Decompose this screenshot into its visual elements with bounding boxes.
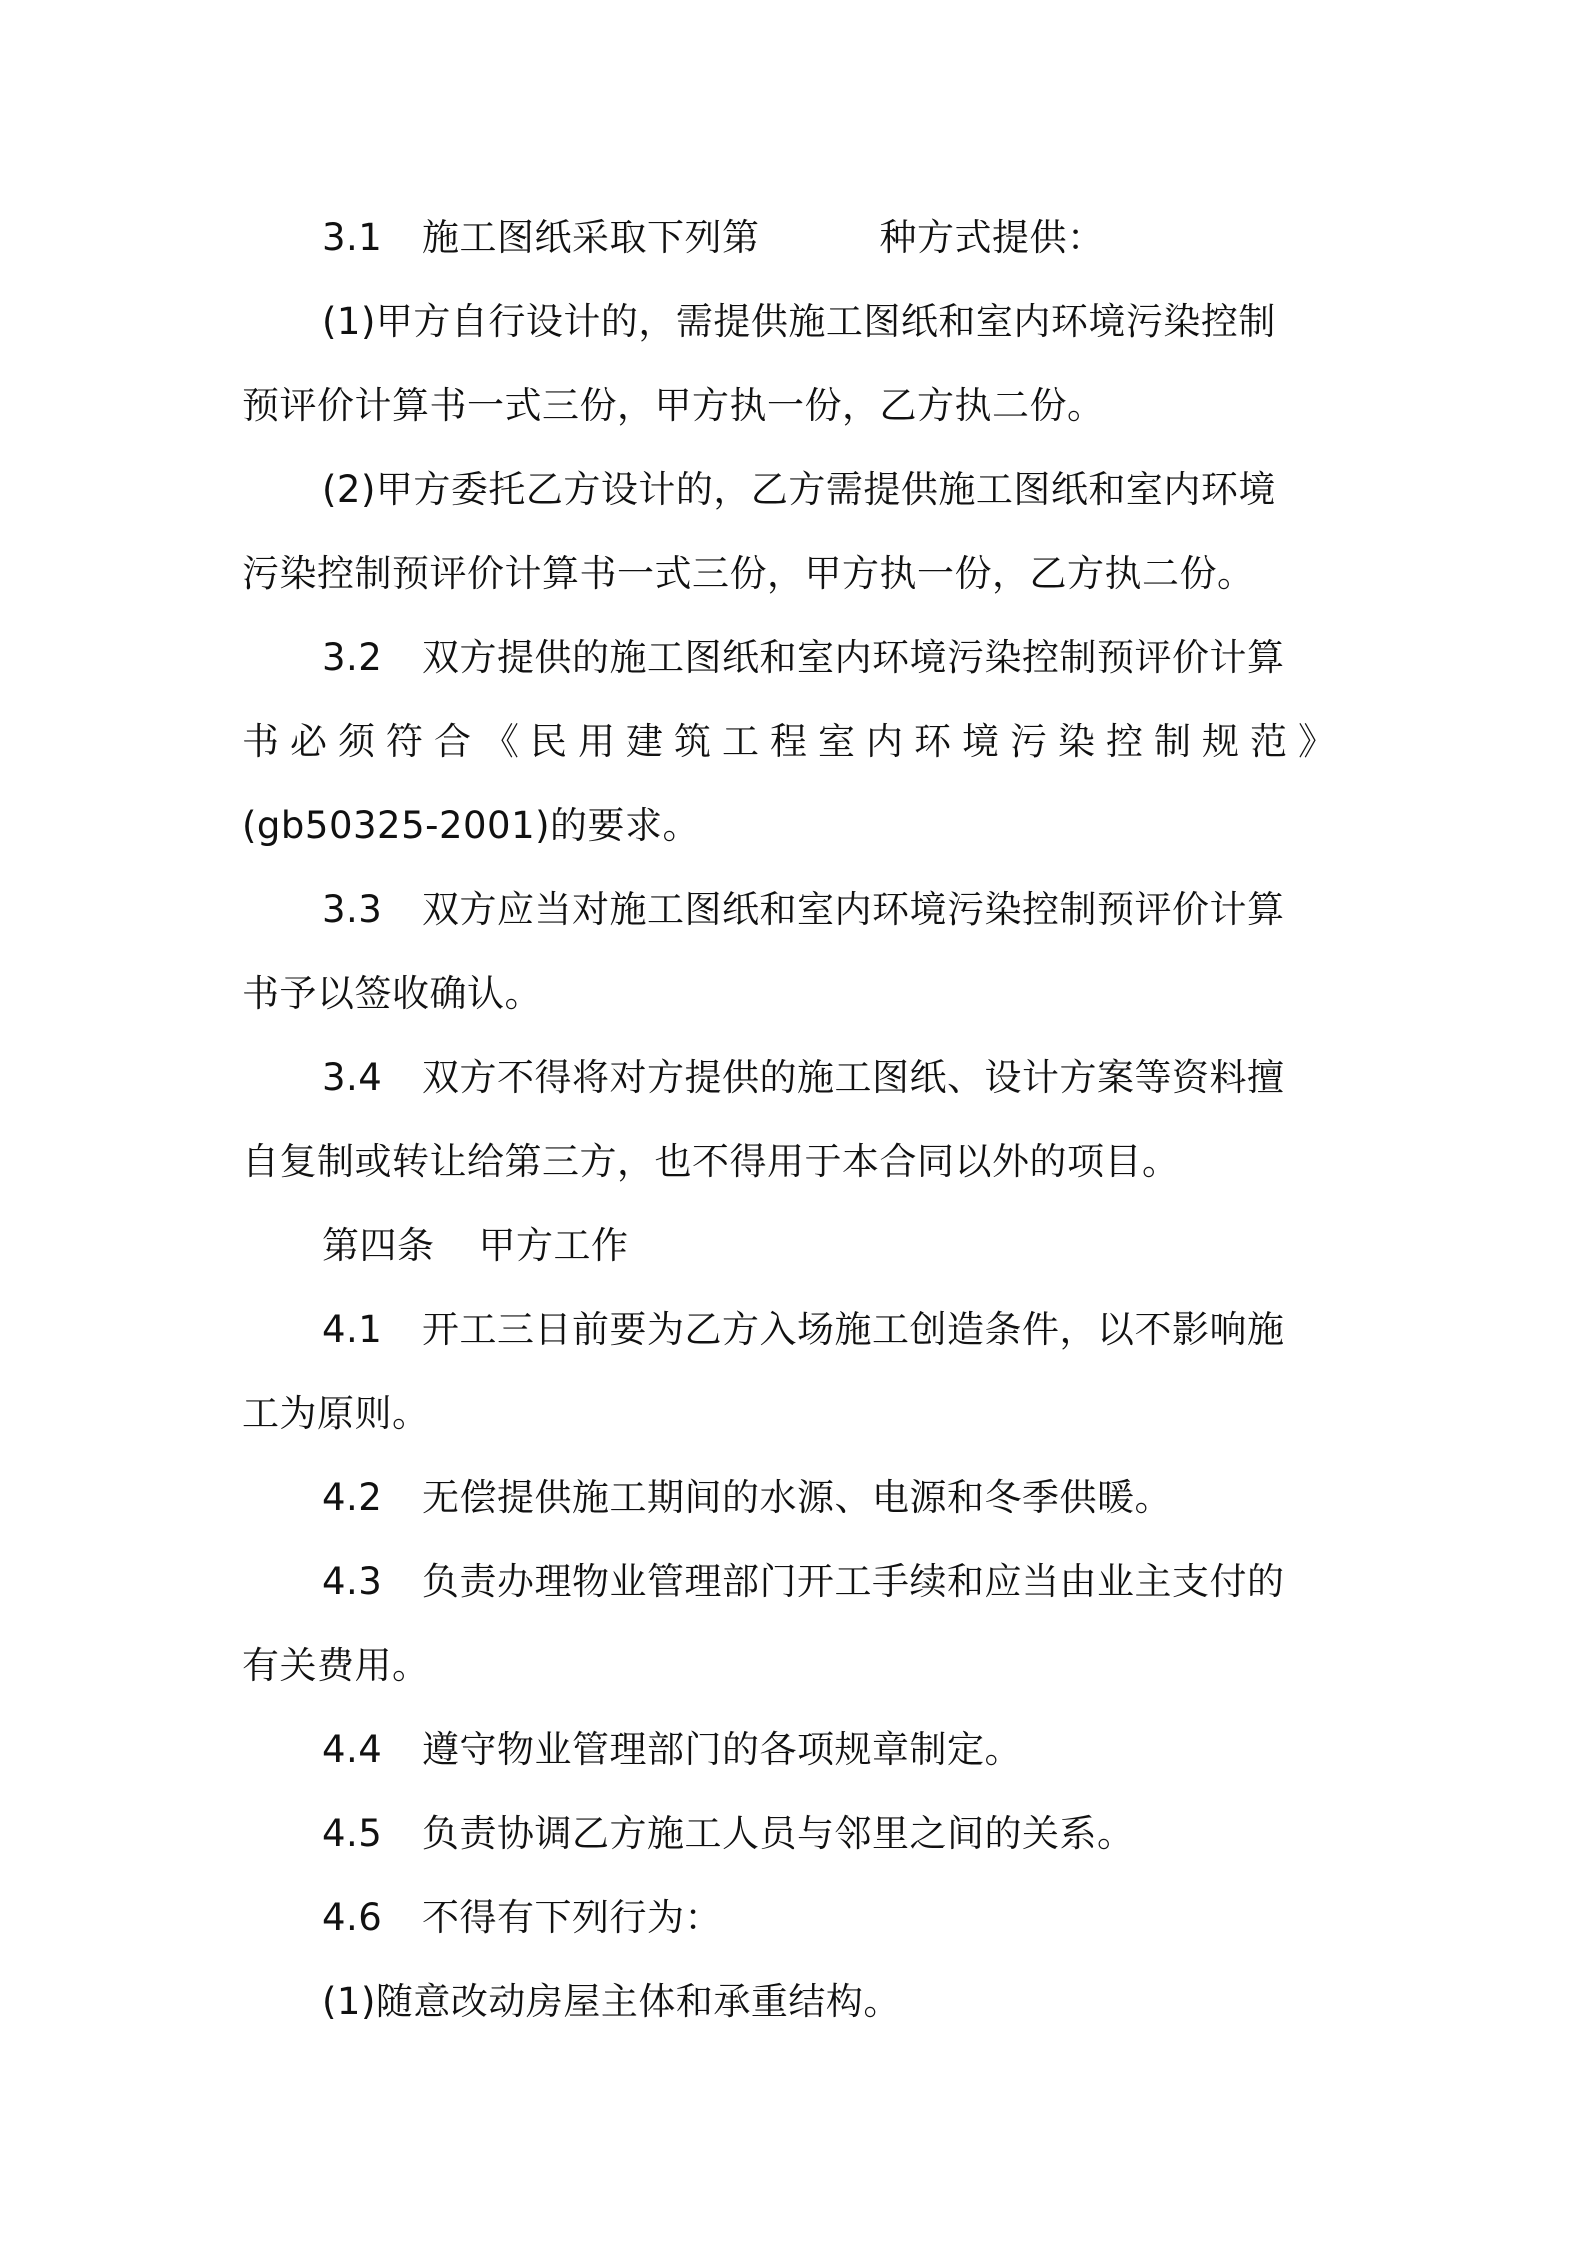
clause-4-3-line-2: 有关费用。 xyxy=(242,1644,430,1687)
clause-text: 负责办理物业管理部门开工手续和应当由业主支付的 xyxy=(422,1560,1285,1603)
clause-number: 3.2 xyxy=(322,636,383,679)
clause-4-1-line-2: 工为原则。 xyxy=(242,1392,430,1435)
article-title: 甲方工作 xyxy=(478,1224,629,1267)
clause-3-1 xyxy=(242,196,1362,280)
clause-text: 遵守物业管理部门的各项规章制定。 xyxy=(422,1728,1022,1771)
clause-4-1 xyxy=(242,1288,1362,1372)
clause-text: 开工三日前要为乙方入场施工创造条件，以不影响施 xyxy=(422,1308,1285,1351)
clause-number: 4.6 xyxy=(322,1896,383,1939)
clause-number: 4.3 xyxy=(322,1560,383,1603)
document-body xyxy=(242,196,1362,2044)
clause-text: 双方应当对施工图纸和室内环境污染控制预评价计算 xyxy=(422,888,1285,931)
article-heading xyxy=(242,1204,1362,1288)
item-1-line-2: 预评价计算书一式三份，甲方执一份，乙方执二份。 xyxy=(242,384,1105,427)
clause-3-2 xyxy=(242,616,1362,700)
item-2-line-2: 污染控制预评价计算书一式三份，甲方执一份，乙方执二份。 xyxy=(242,552,1255,595)
clause-number: 4.4 xyxy=(322,1728,383,1771)
clause-number: 3.4 xyxy=(322,1056,383,1099)
clause-number: 4.2 xyxy=(322,1476,383,1519)
clause-3-2-line-3: (gb50325-2001)的要求。 xyxy=(242,804,701,847)
clause-text: 种方式提供： xyxy=(879,216,1105,259)
clause-3-4 xyxy=(242,1036,1362,1120)
clause-3-3 xyxy=(242,868,1362,952)
clause-4-3 xyxy=(242,1540,1362,1624)
clause-text: 不得有下列行为： xyxy=(422,1896,722,1939)
item-2-line-1: (2)甲方委托乙方设计的，乙方需提供施工图纸和室内环境 xyxy=(322,468,1276,511)
clause-4-2 xyxy=(242,1456,1362,1540)
clause-4-4 xyxy=(242,1708,1362,1792)
clause-text: 双方提供的施工图纸和室内环境污染控制预评价计算 xyxy=(422,636,1285,679)
clause-3-2-line-2: 书必须符合《民用建筑工程室内环境污染控制规范》 xyxy=(242,720,1346,763)
clause-number: 4.5 xyxy=(322,1812,383,1855)
clause-4-5 xyxy=(242,1792,1362,1876)
clause-text: 无偿提供施工期间的水源、电源和冬季供暖。 xyxy=(422,1476,1172,1519)
clause-4-6 xyxy=(242,1876,1362,1960)
clause-3-3-line-2: 书予以签收确认。 xyxy=(242,972,542,1015)
clause-number: 4.1 xyxy=(322,1308,383,1351)
clause-text: 双方不得将对方提供的施工图纸、设计方案等资料擅 xyxy=(422,1056,1285,1099)
clause-3-4-line-2: 自复制或转让给第三方，也不得用于本合同以外的项目。 xyxy=(242,1140,1180,1183)
item-4-6-1: (1)随意改动房屋主体和承重结构。 xyxy=(322,1980,901,2023)
article-number: 第四条 xyxy=(322,1224,435,1267)
clause-text: 施工图纸采取下列第 xyxy=(422,216,760,259)
clause-text: 负责协调乙方施工人员与邻里之间的关系。 xyxy=(422,1812,1135,1855)
clause-number: 3.1 xyxy=(322,216,383,259)
item-1-line-1: (1)甲方自行设计的，需提供施工图纸和室内环境污染控制 xyxy=(322,300,1276,343)
clause-number: 3.3 xyxy=(322,888,383,931)
